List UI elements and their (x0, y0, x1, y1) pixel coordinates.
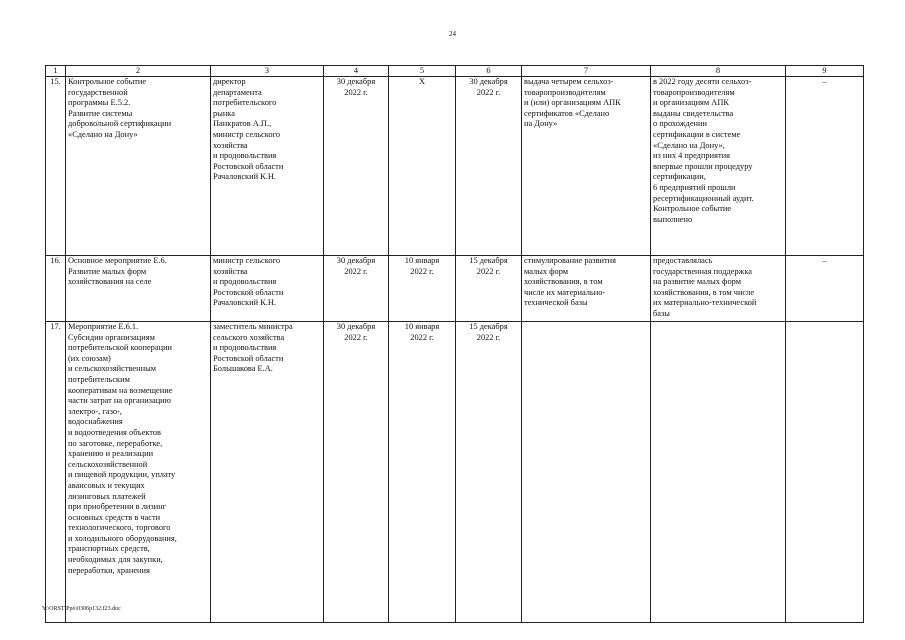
column-header: 3 (211, 66, 324, 77)
table-row (46, 77, 864, 256)
event-name: Мероприятие Е.6.1. Субсидии организациям потребительской кооперации (их союзам) и сельскохозяйственным потребительским кооперативам на возмещение части затрат на организацию электро-, газо-, водоснабжения и водоотведения объектов по заготовке, переработке, хранению и реализации сельскохозяйственной и пищевой продукции, уплату авансовых и текущих лизинговых платежей при приобретении в лизинг основных средств в части технологического, торгового и холодильного оборудования, транспортных средств, необходимых для закупки, переработки, хранения (66, 322, 211, 623)
row-number: 17. (46, 322, 66, 623)
planned-result (522, 322, 651, 623)
note: – (786, 256, 864, 322)
start-date: X (389, 77, 456, 256)
column-header: 8 (651, 66, 786, 77)
start-date: 10 января 2022 г. (389, 256, 456, 322)
actual-result (651, 322, 786, 623)
column-header: 9 (786, 66, 864, 77)
start-date: 10 января 2022 г. (389, 322, 456, 623)
table-row (46, 256, 864, 322)
planned-date: 30 декабря 2022 г. (324, 322, 389, 623)
end-date: 15 декабря 2022 г. (456, 256, 522, 322)
column-header: 2 (66, 66, 211, 77)
table-row (46, 322, 864, 623)
row-number: 15. (46, 77, 66, 256)
column-header: 7 (522, 66, 651, 77)
row-number: 16. (46, 256, 66, 322)
planned-result: выдача четырем сельхоз- товаропроизводителям и (или) организациям АПК сертификатов «Сделано на Дону» (522, 77, 651, 256)
column-numbers-row (46, 66, 864, 77)
events-table (45, 65, 864, 623)
column-header: 5 (389, 66, 456, 77)
event-name: Контрольное событие государственной программы Е.5.2. Развитие системы добровольной сертификации «Сделано на Дону» (66, 77, 211, 256)
column-header: 4 (324, 66, 389, 77)
responsible-person: директор департамента потребительского рынка Панкратов А.П., министр сельского хозяйства и продовольствия Ростовской области Рачаловский К.Н. (211, 77, 324, 256)
actual-result: в 2022 году десяти сельхоз- товаропроизводителям и организациям АПК выданы свидетельства о прохождении сертификации в системе «Сделано на Дону», из них 4 предприятия впервые прошли процедуру сертификации, 6 предприятий прошли ресертификационный аудит. Контрольное событие выполнено (651, 77, 786, 256)
event-name: Основное мероприятие Е.6. Развитие малых форм хозяйствования на селе (66, 256, 211, 322)
planned-date: 30 декабря 2022 г. (324, 77, 389, 256)
column-header: 1 (46, 66, 66, 77)
planned-date: 30 декабря 2022 г. (324, 256, 389, 322)
file-path-footer: Y:\ORST\Ppo\0306p132.f23.doc (42, 606, 121, 612)
end-date: 30 декабря 2022 г. (456, 77, 522, 256)
note: – (786, 77, 864, 256)
responsible-person: министр сельского хозяйства и продовольствия Ростовской области Рачаловский К.Н. (211, 256, 324, 322)
note (786, 322, 864, 623)
column-header: 6 (456, 66, 522, 77)
actual-result: предоставлялась государственная поддержка на развитие малых форм хозяйствования, в том числе их материально-технической базы (651, 256, 786, 322)
page-number: 24 (449, 30, 456, 38)
planned-result: стимулирование развития малых форм хозяйствования, в том числе их материально- технической базы (522, 256, 651, 322)
responsible-person: заместитель министра сельского хозяйства и продовольствия Ростовской области Большакова Е.А. (211, 322, 324, 623)
end-date: 15 декабря 2022 г. (456, 322, 522, 623)
